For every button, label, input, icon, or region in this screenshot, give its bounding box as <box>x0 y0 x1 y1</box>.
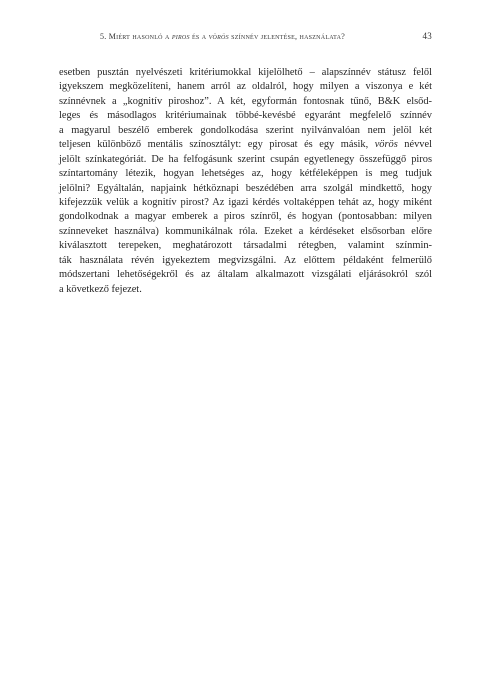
text-line: igyekszem megközelíteni, hanem arról az oldalról, hogy milyen a viszonya e két <box>59 81 432 93</box>
text-line <box>59 138 432 152</box>
text-line: kifejezzük velük a kognitív pirost? Az igazi kérdés voltaképpen tehát az, hogy miként <box>59 196 432 208</box>
text-line: színneveket használva) kommunikálnak róla. Ezeket a kérdéseket elsősorban előre <box>59 225 432 237</box>
running-head-title-part1: Miért hasonló a <box>108 32 170 41</box>
text-line: jelölni? Egyáltalán, napjaink hétköznapi beszédében arra szolgál mindkettő, hogy <box>59 182 432 194</box>
text-line: színnévnek a „kognitív piroshoz”. A két, egyformán fontosnak tűnő, B&K elsőd- <box>59 95 432 107</box>
page-number: 43 <box>422 31 432 41</box>
text-line-segment: névvel <box>404 139 432 151</box>
text-line: ták használata révén igyekeztem megvizsgálni. Az előttem példaként felmerülő <box>59 254 432 266</box>
text-line: jelölt színkategóriát. De ha felfogásunk szerint csupán egyetlenegy összefüggő piros <box>59 153 432 165</box>
text-line: leges és másodlagos kritériumainak többé-kevésbé egyaránt megfelelő színnév <box>59 110 432 122</box>
text-line: módszertani lehetőségekről és az általam alkalmazott vizsgálati eljárásokról szól <box>59 269 432 281</box>
text-line: színtartomány létezik, hogyan lehetséges az, hogy kétféleképpen is meg tudjuk <box>59 168 432 180</box>
running-head-title-part2: és a <box>192 32 207 41</box>
running-head-title <box>100 32 345 41</box>
text-line: esetben pusztán nyelvészeti kritériumokkal kijelölhető – alapszínnév státusz felől <box>59 67 432 78</box>
running-head-piros: piros <box>171 32 190 41</box>
text-line-segment: teljesen különböző mentális színosztályt: egy pirosat és egy másik, <box>59 139 369 151</box>
running-head <box>100 32 432 46</box>
body-paragraph <box>59 66 432 297</box>
running-head-voros: vörös <box>208 32 229 41</box>
text-line-last: a következő fejezet. <box>59 283 142 295</box>
chapter-number: 5. <box>100 32 107 41</box>
text-line: a magyarul beszélő emberek gondolkodása szerint nyilvánvalóan nem jelöl két <box>59 124 432 136</box>
text-line: kiválasztott terepeken, meghatározott társadalmi rétegben, valamint színmin- <box>59 240 432 252</box>
running-head-title-part3: színnév jelentése, használata? <box>231 32 346 41</box>
italic-term: vörös <box>374 139 398 151</box>
text-line: gondolkodnak a magyar emberek a piros színről, és hogyan (pontosabban: milyen <box>59 211 432 223</box>
